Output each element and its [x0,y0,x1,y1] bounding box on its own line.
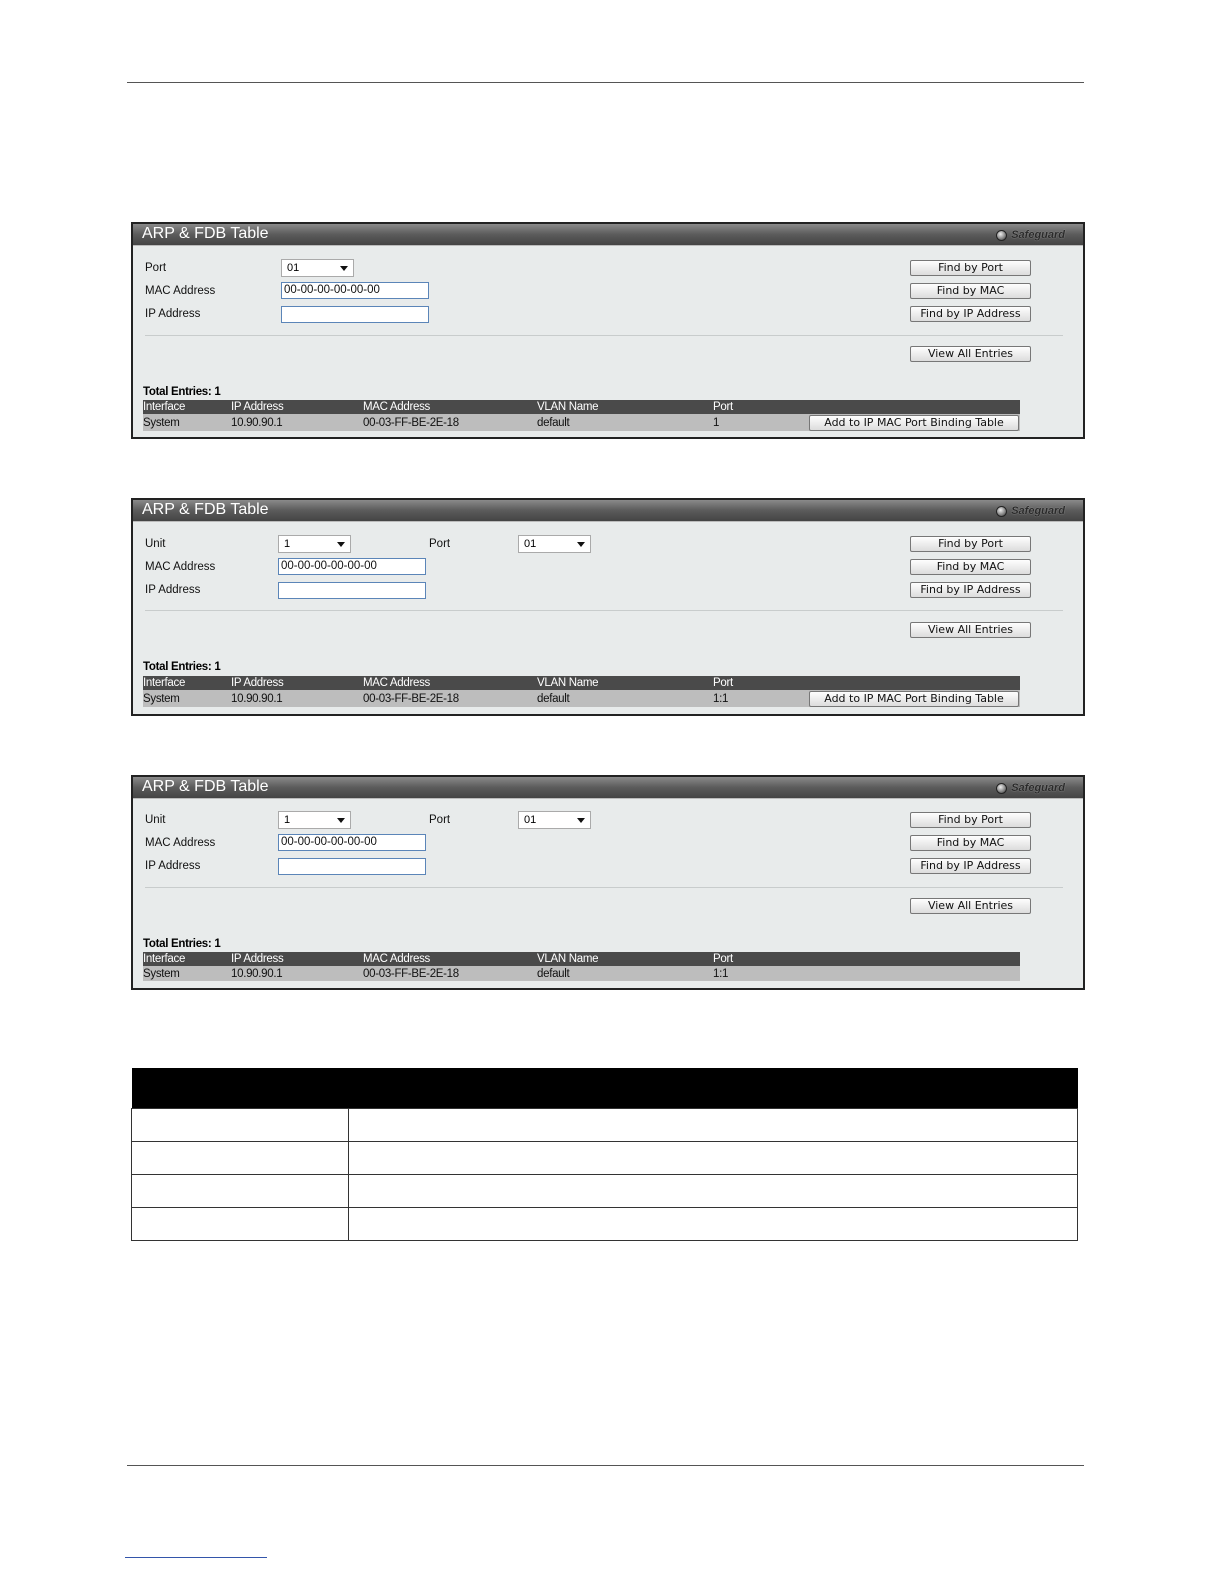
port-select[interactable] [281,259,354,277]
divider [145,887,1063,888]
arp-fdb-panel-2 [131,498,1085,716]
port-select[interactable] [518,535,591,553]
col-port: Port [713,953,733,965]
arp-fdb-panel-3 [131,775,1085,990]
panel-title-bar [133,777,1083,799]
col-mac-address: MAC Address [363,401,431,413]
col-mac-address: MAC Address [363,953,431,965]
mac-address-input[interactable]: 00-00-00-00-00-00 [278,834,426,851]
mac-address-label: MAC Address [145,561,216,573]
table-row [143,690,1020,707]
col-mac-address: MAC Address [363,677,431,689]
find-by-port-button[interactable]: Find by Port [910,812,1031,828]
safeguard-status-icon [996,506,1007,517]
view-all-entries-button[interactable]: View All Entries [910,622,1031,638]
find-by-port-button[interactable]: Find by Port [910,260,1031,276]
port-select-value: 01 [524,538,537,550]
chevron-down-icon [340,266,348,271]
find-by-ip-button[interactable]: Find by IP Address [910,306,1031,322]
col-vlan-name: VLAN Name [537,677,599,689]
port-select-value: 01 [287,262,300,274]
chevron-down-icon [577,542,585,547]
view-all-entries-button[interactable]: View All Entries [910,346,1031,362]
table-row [132,1174,1078,1207]
divider [145,335,1063,336]
divider [145,610,1063,611]
add-to-binding-table-button[interactable]: Add to IP MAC Port Binding Table [809,691,1019,707]
ip-address-label: IP Address [145,860,201,872]
ip-address-input[interactable] [278,858,426,875]
description-table-header [132,1068,1078,1108]
panel-title: ARP & FDB Table [142,501,269,518]
table-row [143,966,1020,981]
col-vlan-name: VLAN Name [537,401,599,413]
col-ip-address: IP Address [231,677,284,689]
port-select-value: 01 [524,814,537,826]
cell-mac-address: 00-03-FF-BE-2E-18 [363,417,459,429]
cell-port: 1:1 [713,968,729,980]
port-label: Port [429,538,451,550]
table-header [143,676,1020,690]
cell-ip-address: 10.90.90.1 [231,693,283,705]
port-label: Port [429,814,451,826]
mac-address-label: MAC Address [145,837,216,849]
chevron-down-icon [337,542,345,547]
safeguard-indicator[interactable] [996,504,1065,518]
col-ip-address: IP Address [231,401,284,413]
total-entries: Total Entries: 1 [143,661,221,673]
panel-title: ARP & FDB Table [142,778,269,795]
find-by-ip-button[interactable]: Find by IP Address [910,858,1031,874]
cell-ip-address: 10.90.90.1 [231,968,283,980]
col-port: Port [713,677,733,689]
safeguard-status-icon [996,783,1007,794]
safeguard-label: Safeguard [1011,505,1065,517]
view-all-entries-button[interactable]: View All Entries [910,898,1031,914]
mac-address-input[interactable]: 00-00-00-00-00-00 [281,282,429,299]
col-port: Port [713,401,733,413]
cell-vlan-name: default [537,968,570,980]
unit-select-value: 1 [284,814,291,826]
panel-title-bar [133,500,1083,522]
panel-title: ARP & FDB Table [142,225,269,242]
table-header [143,400,1020,414]
unit-select-value: 1 [284,538,291,550]
chevron-down-icon [577,818,585,823]
footer-rule [127,1465,1084,1466]
col-vlan-name: VLAN Name [537,953,599,965]
cell-mac-address: 00-03-FF-BE-2E-18 [363,968,459,980]
ip-address-label: IP Address [145,308,201,320]
safeguard-indicator[interactable] [996,781,1065,795]
ip-address-input[interactable] [281,306,429,323]
unit-select[interactable] [278,811,351,829]
find-by-ip-button[interactable]: Find by IP Address [910,582,1031,598]
table-row [143,414,1020,431]
chevron-down-icon [337,818,345,823]
header-rule [127,82,1084,83]
col-ip-address: IP Address [231,953,284,965]
port-select[interactable] [518,811,591,829]
col-interface: Interface [143,401,186,413]
cell-vlan-name: default [537,693,570,705]
footer-link-underline[interactable] [125,1557,267,1558]
total-entries: Total Entries: 1 [143,386,221,398]
mac-address-input[interactable]: 00-00-00-00-00-00 [278,558,426,575]
ip-address-input[interactable] [278,582,426,599]
cell-ip-address: 10.90.90.1 [231,417,283,429]
port-label: Port [145,262,167,274]
panel-title-bar [133,224,1083,246]
arp-fdb-panel-1 [131,222,1085,439]
unit-label: Unit [145,538,166,550]
col-interface: Interface [143,677,186,689]
cell-port: 1 [713,417,720,429]
safeguard-indicator[interactable] [996,228,1065,242]
parameter-description-table [131,1068,1078,1241]
total-entries: Total Entries: 1 [143,938,221,950]
unit-label: Unit [145,814,166,826]
cell-interface: System [143,417,180,429]
find-by-mac-button[interactable]: Find by MAC [910,559,1031,575]
safeguard-label: Safeguard [1011,229,1065,241]
mac-address-label: MAC Address [145,285,216,297]
safeguard-label: Safeguard [1011,782,1065,794]
table-row [132,1108,1078,1141]
find-by-port-button[interactable]: Find by Port [910,536,1031,552]
cell-mac-address: 00-03-FF-BE-2E-18 [363,693,459,705]
ip-address-label: IP Address [145,584,201,596]
table-row [132,1141,1078,1174]
table-row [132,1207,1078,1240]
col-interface: Interface [143,953,186,965]
find-by-mac-button[interactable]: Find by MAC [910,283,1031,299]
add-to-binding-table-button[interactable]: Add to IP MAC Port Binding Table [809,415,1019,431]
find-by-mac-button[interactable]: Find by MAC [910,835,1031,851]
cell-vlan-name: default [537,417,570,429]
cell-interface: System [143,693,180,705]
table-header [143,952,1020,966]
unit-select[interactable] [278,535,351,553]
safeguard-status-icon [996,230,1007,241]
cell-port: 1:1 [713,693,729,705]
cell-interface: System [143,968,180,980]
